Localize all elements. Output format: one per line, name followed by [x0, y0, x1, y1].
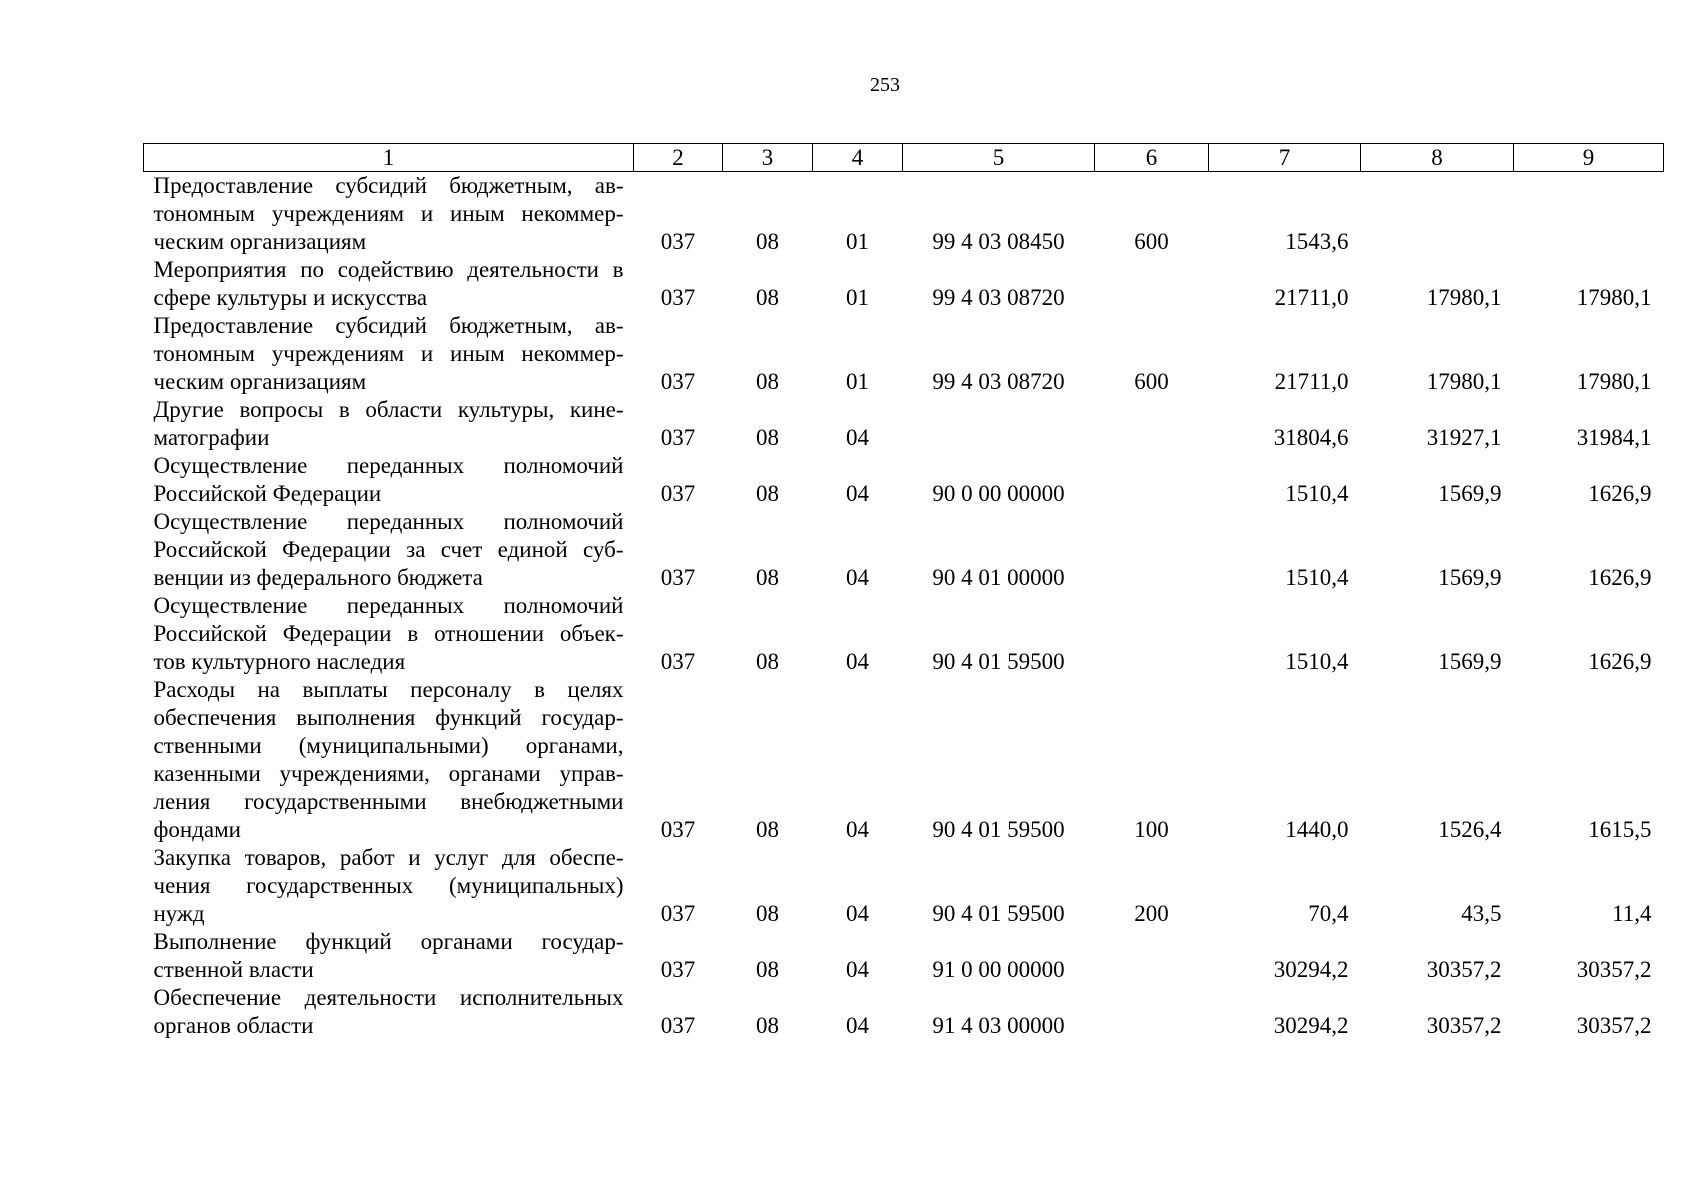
description-line: тономным учреждениям и иным некоммер-: [153, 341, 624, 366]
cell-subsection: 01: [846, 369, 869, 394]
table-row: [144, 256, 1664, 312]
table-row: [144, 312, 1664, 396]
description-line: Расходы на выплаты персоналу в целях: [153, 677, 624, 702]
table-row: [144, 592, 1664, 676]
cell-amount-year3: 31984,1: [1576, 425, 1652, 450]
table-header: [144, 144, 1664, 172]
table-body: [144, 172, 1664, 1041]
cell-description: [144, 844, 634, 928]
cell-subsection: 04: [846, 1013, 869, 1038]
cell-amount-year1: 1510,4: [1285, 565, 1349, 590]
cell-grbs: 037: [660, 901, 696, 926]
table-row: [144, 396, 1664, 452]
description-line: ственными (муниципальными) органами,: [153, 733, 624, 758]
cell-amount-year3: 30357,2: [1576, 1013, 1652, 1038]
cell-target-article: 90 4 01 59500: [932, 901, 1065, 926]
cell-section: 08: [756, 285, 779, 310]
cell-section: 08: [756, 481, 779, 506]
cell-section: 08: [756, 229, 779, 254]
cell-amount-year1: 1543,6: [1285, 229, 1349, 254]
description-line: ственной власти: [153, 957, 314, 982]
table-row: [144, 984, 1664, 1040]
table-row: [144, 452, 1664, 508]
cell-subsection: 04: [846, 565, 869, 590]
cell-subsection: 04: [846, 649, 869, 674]
description-line: фондами: [153, 817, 241, 842]
description-line: Другие вопросы в области культуры, кине-: [153, 397, 624, 422]
cell-subsection: 04: [846, 481, 869, 506]
cell-grbs: 037: [660, 957, 696, 982]
cell-description: [144, 928, 634, 984]
description-line: ления государственными внебюджетными: [153, 789, 624, 814]
description-line: Российской Федерации за счет единой суб-: [153, 537, 624, 562]
cell-expense-type: [1095, 508, 1209, 592]
description-line: матографии: [153, 425, 270, 450]
description-line: Выполнение функций органами государ-: [153, 929, 624, 954]
cell-grbs: 037: [660, 565, 696, 590]
cell-target-article: 90 4 01 00000: [932, 565, 1065, 590]
description-line: Российской Федерации в отношении объек-: [153, 621, 624, 646]
cell-amount-year1: 30294,2: [1273, 957, 1349, 982]
cell-subsection: 04: [846, 957, 869, 982]
cell-amount-year3: 11,4: [1612, 901, 1652, 926]
cell-grbs: 037: [660, 229, 696, 254]
cell-expense-type: [1095, 256, 1209, 312]
description-line: Осуществление переданных полномочий: [153, 509, 624, 534]
cell-target-article: 90 4 01 59500: [932, 649, 1065, 674]
cell-section: 08: [756, 649, 779, 674]
cell-description: [144, 676, 634, 844]
cell-description: [144, 396, 634, 452]
description-line: венции из федерального бюджета: [153, 565, 483, 590]
cell-amount-year1: 31804,6: [1273, 425, 1349, 450]
cell-section: 08: [756, 957, 779, 982]
cell-section: 08: [756, 369, 779, 394]
cell-expense-type: [1095, 984, 1209, 1040]
cell-expense-type: [1095, 452, 1209, 508]
cell-amount-year3: 1626,9: [1588, 481, 1652, 506]
description-line: Предоставление субсидий бюджетным, ав-: [153, 173, 624, 198]
cell-subsection: 04: [846, 901, 869, 926]
cell-amount-year3: 1626,9: [1588, 565, 1652, 590]
cell-subsection: 04: [846, 817, 869, 842]
table-row: [144, 928, 1664, 984]
cell-section: 08: [756, 565, 779, 590]
column-header: 1: [144, 144, 634, 172]
cell-amount-year3: 30357,2: [1576, 957, 1652, 982]
table-row: [144, 508, 1664, 592]
cell-amount-year3: [1514, 172, 1664, 257]
cell-amount-year2: 30357,2: [1426, 1013, 1502, 1038]
description-line: ческим организациям: [153, 369, 367, 394]
description-line: Российской Федерации: [153, 481, 382, 506]
cell-amount-year1: 1510,4: [1285, 481, 1349, 506]
cell-description: [144, 984, 634, 1040]
cell-target-article: 99 4 03 08720: [932, 369, 1065, 394]
cell-expense-type: 100: [1134, 817, 1169, 842]
cell-amount-year3: 1626,9: [1588, 649, 1652, 674]
cell-target-article: 90 4 01 59500: [932, 817, 1065, 842]
cell-expense-type: [1095, 592, 1209, 676]
description-line: Осуществление переданных полномочий: [153, 453, 624, 478]
description-line: тономным учреждениям и иным некоммер-: [153, 201, 624, 226]
cell-amount-year2: 30357,2: [1426, 957, 1502, 982]
description-line: органов области: [153, 1013, 314, 1038]
description-line: Обеспечение деятельности исполнительных: [153, 985, 624, 1010]
cell-section: 08: [756, 1013, 779, 1038]
cell-grbs: 037: [660, 285, 696, 310]
cell-amount-year1: 70,4: [1308, 901, 1349, 926]
column-header: 6: [1095, 144, 1209, 172]
cell-description: [144, 592, 634, 676]
cell-description: [144, 172, 634, 257]
cell-description: [144, 256, 634, 312]
cell-amount-year2: 43,5: [1461, 901, 1502, 926]
cell-expense-type: 600: [1134, 369, 1169, 394]
cell-target-article: 91 4 03 00000: [932, 1013, 1065, 1038]
cell-section: 08: [756, 817, 779, 842]
description-line: Осуществление переданных полномочий: [153, 593, 624, 618]
column-header: 3: [723, 144, 813, 172]
budget-table: [143, 143, 1664, 1040]
cell-target-article: 91 0 00 00000: [932, 957, 1065, 982]
cell-subsection: 01: [846, 229, 869, 254]
cell-section: 08: [756, 425, 779, 450]
cell-subsection: 04: [846, 425, 869, 450]
column-header: 2: [634, 144, 723, 172]
description-line: Предоставление субсидий бюджетным, ав-: [153, 313, 624, 338]
cell-amount-year3: 17980,1: [1576, 369, 1652, 394]
cell-amount-year2: 17980,1: [1426, 285, 1502, 310]
column-header: 5: [903, 144, 1095, 172]
description-line: чения государственных (муниципальных): [153, 873, 624, 898]
column-header: 7: [1209, 144, 1361, 172]
cell-grbs: 037: [660, 1013, 696, 1038]
cell-amount-year3: 17980,1: [1576, 285, 1652, 310]
cell-amount-year1: 21711,0: [1274, 369, 1349, 394]
cell-target-article: 90 0 00 00000: [932, 481, 1065, 506]
cell-description: [144, 452, 634, 508]
cell-grbs: 037: [660, 369, 696, 394]
cell-description: [144, 312, 634, 396]
cell-amount-year1: 1440,0: [1285, 817, 1349, 842]
table-row: [144, 172, 1664, 257]
cell-target-article: [903, 396, 1095, 452]
cell-grbs: 037: [660, 649, 696, 674]
cell-target-article: 99 4 03 08720: [932, 285, 1065, 310]
cell-description: [144, 508, 634, 592]
description-line: тов культурного наследия: [153, 649, 406, 674]
description-line: Закупка товаров, работ и услуг для обеспе-: [153, 845, 624, 870]
description-line: обеспечения выполнения функций государ-: [153, 705, 624, 730]
cell-amount-year2: 1526,4: [1438, 817, 1502, 842]
cell-target-article: 99 4 03 08450: [932, 229, 1065, 254]
column-header: 9: [1514, 144, 1664, 172]
cell-amount-year2: 1569,9: [1438, 649, 1502, 674]
cell-expense-type: [1095, 396, 1209, 452]
cell-amount-year2: 1569,9: [1438, 565, 1502, 590]
cell-amount-year1: 30294,2: [1273, 1013, 1349, 1038]
column-header: 4: [813, 144, 903, 172]
description-line: нужд: [153, 901, 205, 926]
cell-amount-year1: 21711,0: [1274, 285, 1349, 310]
cell-section: 08: [756, 901, 779, 926]
table-row: [144, 844, 1664, 928]
cell-amount-year2: 1569,9: [1438, 481, 1502, 506]
description-line: сфере культуры и искусства: [153, 285, 428, 310]
cell-expense-type: 200: [1134, 901, 1169, 926]
page-number: 253: [870, 74, 900, 96]
cell-expense-type: [1095, 928, 1209, 984]
header-row: [144, 144, 1664, 172]
column-header: 8: [1361, 144, 1514, 172]
cell-grbs: 037: [660, 481, 696, 506]
cell-amount-year2: [1361, 172, 1514, 257]
cell-subsection: 01: [846, 285, 869, 310]
table-row: [144, 676, 1664, 844]
cell-amount-year2: 31927,1: [1426, 425, 1502, 450]
cell-amount-year3: 1615,5: [1588, 817, 1652, 842]
cell-amount-year2: 17980,1: [1426, 369, 1502, 394]
cell-expense-type: 600: [1134, 229, 1169, 254]
cell-grbs: 037: [660, 817, 696, 842]
description-line: ческим организациям: [153, 229, 367, 254]
cell-amount-year1: 1510,4: [1285, 649, 1349, 674]
description-line: Мероприятия по содействию деятельности в: [153, 257, 624, 282]
description-line: казенными учреждениями, органами управ-: [153, 761, 624, 786]
cell-grbs: 037: [660, 425, 696, 450]
